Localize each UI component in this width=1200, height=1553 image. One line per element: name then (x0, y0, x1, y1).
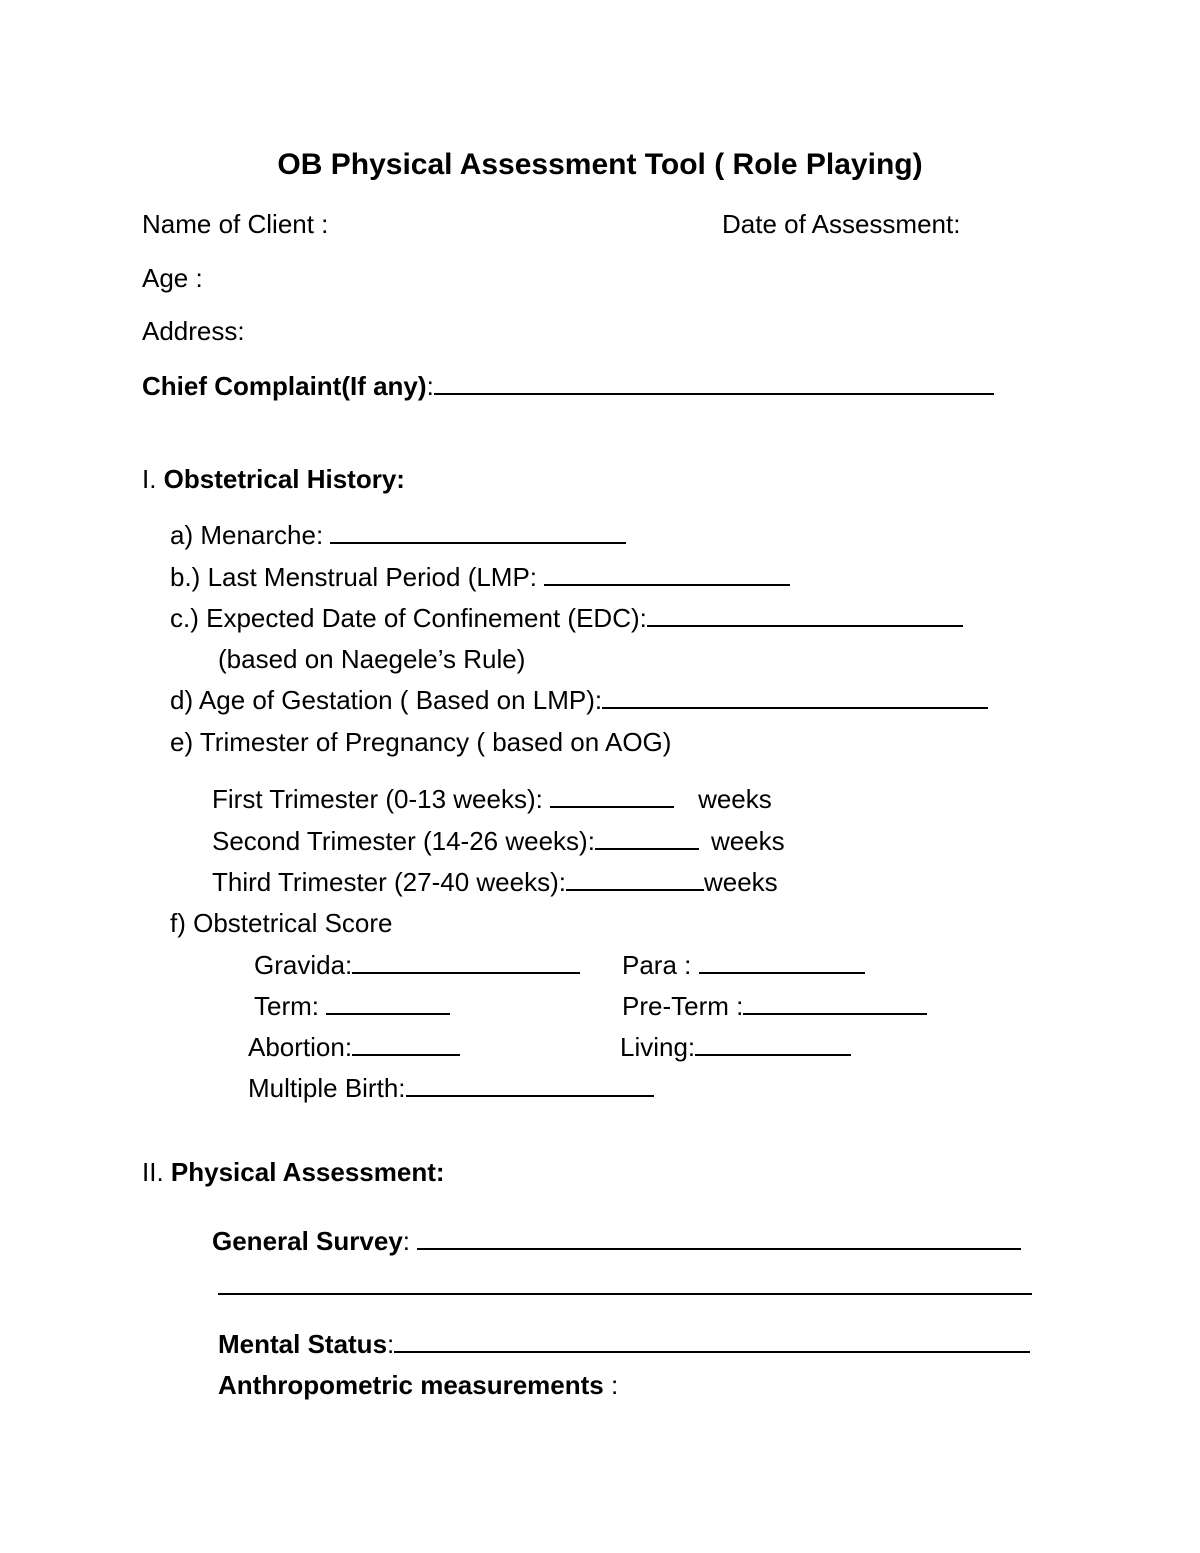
aog-row (170, 684, 988, 716)
ob-score-label: f) Obstetrical Score (170, 908, 393, 938)
edc-note: (based on Naegele’s Rule) (218, 644, 526, 674)
first-trimester-row (212, 783, 772, 815)
third-trimester-row (212, 866, 778, 898)
address-label: Address: (142, 316, 245, 346)
preterm-blank[interactable] (743, 991, 927, 1015)
term-row (254, 990, 450, 1022)
abortion-row (248, 1031, 460, 1063)
term-blank[interactable] (326, 991, 450, 1015)
third-trimester-weeks: weeks (703, 867, 778, 897)
multiple-birth-row (248, 1072, 654, 1104)
multiple-birth-blank[interactable] (406, 1073, 654, 1097)
edc-row (170, 602, 963, 634)
age-label: Age : (142, 263, 203, 293)
preterm-label: Pre-Term : (622, 991, 744, 1021)
second-trimester-weeks: weeks (710, 826, 785, 856)
section-1-numeral: I. (142, 464, 164, 494)
anthropometric-colon: : (603, 1370, 619, 1400)
section-2-numeral: II. (142, 1157, 171, 1187)
mental-status-row (218, 1328, 1030, 1360)
general-survey-blank[interactable] (417, 1226, 1021, 1250)
chief-complaint-colon: : (426, 371, 434, 401)
third-trimester-blank[interactable] (566, 867, 704, 891)
lmp-row (170, 561, 790, 593)
menarche-label: a) Menarche: (170, 520, 331, 550)
edc-label: c.) Expected Date of Confinement (EDC): (170, 603, 647, 633)
lmp-label: b.) Last Menstrual Period (LMP: (170, 562, 545, 592)
lmp-blank[interactable] (544, 562, 790, 586)
chief-complaint-blank[interactable] (434, 371, 994, 395)
general-survey-continuation-line[interactable] (218, 1293, 1032, 1295)
first-trimester-blank[interactable] (550, 784, 674, 808)
para-label: Para : (622, 950, 699, 980)
section-2-heading (142, 1156, 445, 1188)
living-label: Living: (620, 1032, 696, 1062)
general-survey-row (212, 1225, 1021, 1257)
aog-blank[interactable] (602, 685, 988, 709)
para-row (622, 949, 865, 981)
general-survey-label: General Survey (212, 1226, 403, 1256)
anthropometric-row (218, 1369, 618, 1401)
page-title: OB Physical Assessment Tool ( Role Playing) (277, 148, 923, 181)
abortion-blank[interactable] (352, 1032, 460, 1056)
date-of-assessment-label: Date of Assessment: (722, 209, 961, 239)
section-1-heading (142, 463, 405, 495)
chief-complaint-label: Chief Complaint(If any) (142, 371, 427, 401)
gravida-row (254, 949, 580, 981)
para-blank[interactable] (699, 950, 865, 974)
second-trimester-blank[interactable] (595, 826, 699, 850)
first-trimester-weeks: weeks (698, 784, 772, 814)
chief-complaint-row (142, 370, 994, 402)
section-2-title: Physical Assessment: (170, 1157, 445, 1187)
section-1-title: Obstetrical History: (163, 464, 405, 494)
mental-status-label: Mental Status (218, 1329, 388, 1359)
gravida-blank[interactable] (352, 950, 580, 974)
trimester-label: e) Trimester of Pregnancy ( based on AOG) (170, 727, 672, 757)
menarche-row (170, 519, 626, 551)
preterm-row (622, 990, 927, 1022)
third-trimester-label: Third Trimester (27-40 weeks): (212, 867, 566, 897)
abortion-label: Abortion: (248, 1032, 353, 1062)
general-survey-colon: : (402, 1226, 411, 1256)
multiple-birth-label: Multiple Birth: (248, 1073, 406, 1103)
mental-status-blank[interactable] (394, 1329, 1030, 1353)
edc-blank[interactable] (647, 603, 963, 627)
living-row (620, 1031, 851, 1063)
gravida-label: Gravida: (254, 950, 353, 980)
anthropometric-label: Anthropometric measurements (218, 1370, 604, 1400)
living-blank[interactable] (695, 1032, 851, 1056)
term-label: Term: (254, 991, 327, 1021)
menarche-blank[interactable] (330, 520, 626, 544)
second-trimester-row (212, 825, 785, 857)
aog-label: d) Age of Gestation ( Based on LMP): (170, 685, 603, 715)
mental-status-colon: : (387, 1329, 395, 1359)
second-trimester-label: Second Trimester (14-26 weeks): (212, 826, 595, 856)
first-trimester-label: First Trimester (0-13 weeks): (212, 784, 551, 814)
name-of-client-label: Name of Client : (142, 209, 329, 239)
